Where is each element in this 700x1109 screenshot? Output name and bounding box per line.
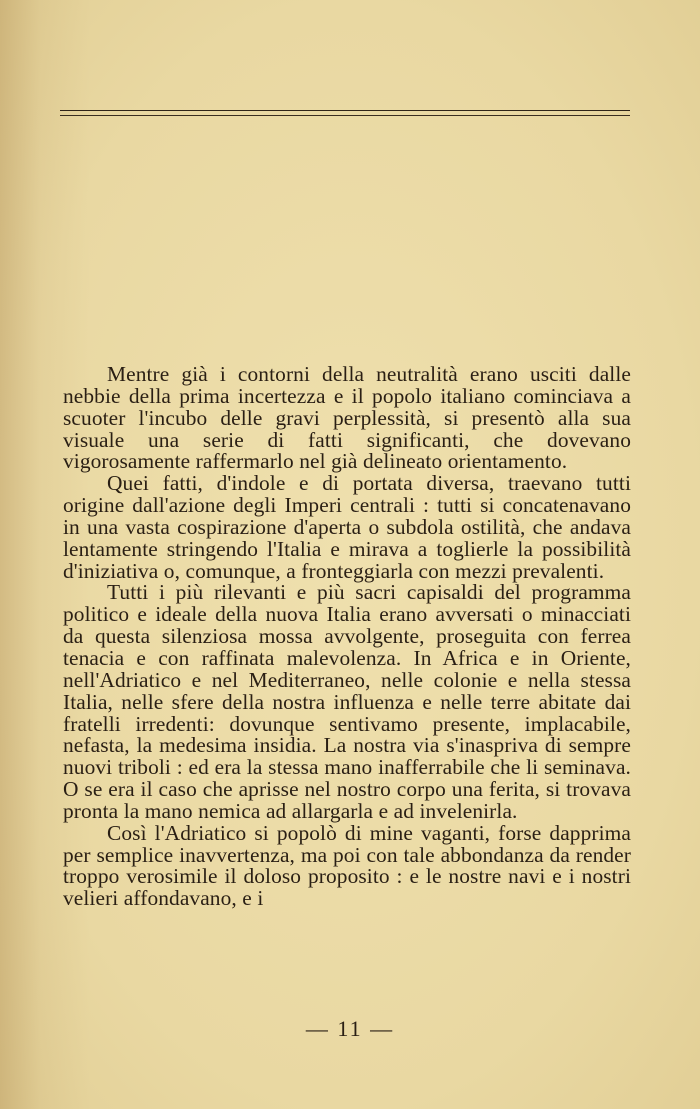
paragraph-1: Mentre già i contorni della neutralità erano usciti dalle nebbie della prima incertezza e il popolo italiano cominciava a scuoter l'incubo delle gravi perplessità, si presentò alla sua visuale una serie di fatti significanti, che dovevano vigorosamente raffermarlo nel già delineato orientamento. [63, 362, 631, 474]
page-number: — 11 — [305, 1016, 395, 1041]
body-text [63, 364, 631, 910]
header-rule [60, 110, 630, 117]
header-rule-bottom-line [60, 115, 630, 116]
paragraph-3: Tutti i più rilevanti e più sacri capisaldi del programma politico e ideale della nuova Italia erano avversati o minacciati da questa silenziosa mossa avvolgente, proseguita con ferrea tenacia e con raffinata malevolenza. In Africa e in Oriente, nell'Adriatico e nel Mediterraneo, nelle colonie e nella stessa Italia, nelle sfere della nostra influenza e nelle terre abitate dai fratelli irredenti: dovunque sentivamo presente, implacabile, nefasta, la medesima insidia. La nostra via s'inaspriva di sempre nuovi triboli : ed era la stessa mano inafferrabile che li seminava. O se era il caso che aprisse nel nostro corpo una ferita, si trovava pronta la mano nemica ad allargarla e ad invelenirla. [63, 580, 631, 823]
paragraph-2: Quei fatti, d'indole e di portata diversa, traevano tutti origine dall'azione degli Imperi centrali : tutti si concatenavano in una vasta cospirazione d'aperta o subdola ostilità, che andava lentamente stringendo l'Italia e mirava a toglierle la possibilità d'iniziativa o, comunque, a fronteggiarla con mezzi prevalenti. [63, 471, 631, 583]
header-rule-top-line [60, 110, 630, 111]
paragraph-4: Così l'Adriatico si popolò di mine vaganti, forse dapprima per semplice inavvertenza, ma poi con tale abbondanza da render troppo verosimile il doloso proposito : e le nostre navi e i nostri velieri affondavano, e i [63, 820, 631, 911]
